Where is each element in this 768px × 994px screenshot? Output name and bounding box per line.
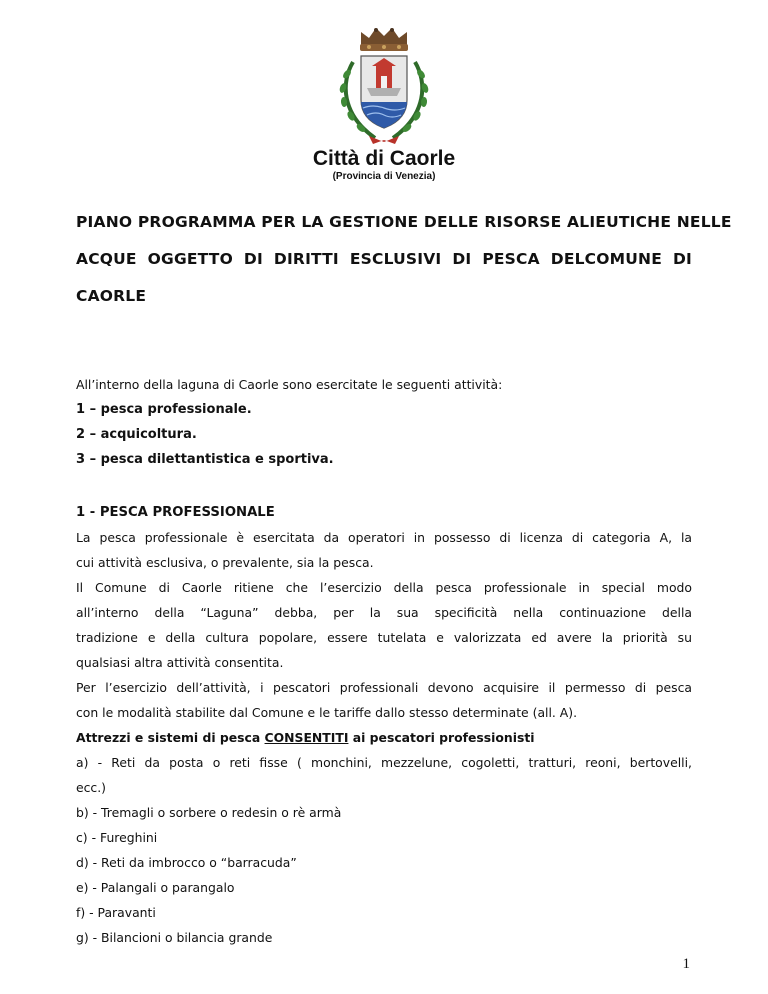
intro-block	[76, 372, 692, 472]
paragraph-line: cui attività esclusiva, o prevalente, sia la pesca.	[76, 555, 374, 570]
gear-list-item: a) - Reti da posta o reti fisse ( monchini, mezzelune, cogoletti, tratturi, reoni, bertovelli,	[76, 755, 692, 770]
gear-list-item: ecc.)	[76, 780, 107, 795]
gear-heading	[76, 725, 692, 750]
paragraph-line: qualsiasi altra attività consentita.	[76, 655, 284, 670]
document-title	[76, 204, 732, 315]
paragraph-line: La pesca professionale è esercitata da operatori in possesso di licenza di categoria A, la	[76, 530, 692, 545]
title-line: ACQUE OGGETTO DI DIRITTI ESCLUSIVI DI PESCA DELCOMUNE DI	[76, 250, 692, 268]
gear-list-item: e) - Palangali o parangalo	[76, 880, 235, 895]
gear-heading-emphasis: CONSENTITI	[264, 730, 349, 745]
paragraph-line: Il Comune di Caorle ritiene che l’esercizio della pesca professionale in special modo	[76, 580, 692, 595]
activity-item: 3 – pesca dilettantistica e sportiva.	[76, 452, 334, 467]
gear-list-item: c) - Fureghini	[76, 830, 158, 845]
gear-heading-text: ai pescatori professionisti	[348, 730, 535, 745]
activity-item: 1 – pesca professionale.	[76, 402, 252, 417]
page-number: 1	[682, 956, 690, 972]
gear-list-item: f) - Paravanti	[76, 905, 156, 920]
intro-text: All’interno della laguna di Caorle sono esercitate le seguenti attività:	[76, 377, 503, 392]
paragraph-line: con le modalità stabilite dal Comune e le tariffe dallo stesso determinate (all. A).	[76, 705, 578, 720]
gear-list-item: b) - Tremagli o sorbere o redesin o rè armà	[76, 805, 342, 820]
paragraph-line: all’interno della “Laguna” debba, per la sua specificità nella continuazione della	[76, 605, 692, 620]
title-line: PIANO PROGRAMMA PER LA GESTIONE DELLE RISORSE ALIEUTICHE NELLE	[76, 213, 732, 231]
gear-list-item: g) - Bilancioni o bilancia grande	[76, 930, 273, 945]
title-line: CAORLE	[76, 287, 147, 305]
province-subtitle: (Provincia di Venezia)	[332, 171, 436, 182]
section-heading: 1 - PESCA PROFESSIONALE	[76, 505, 275, 520]
city-name: Città di Caorle	[312, 147, 456, 170]
gear-heading-text: Attrezzi e sistemi di pesca	[76, 730, 265, 745]
paragraph-line: tradizione e della cultura popolare, essere tutelata e valorizzata ed avere la priorità su	[76, 630, 692, 645]
caorle-coat-of-arms-icon	[331, 22, 437, 148]
activity-item: 2 – acquicoltura.	[76, 427, 197, 442]
section-professional-fishing	[76, 500, 692, 950]
gear-list-item: d) - Reti da imbrocco o “barracuda”	[76, 855, 297, 870]
paragraph-line: Per l’esercizio dell’attività, i pescatori professionali devono acquisire il permesso di pesca	[76, 680, 692, 695]
